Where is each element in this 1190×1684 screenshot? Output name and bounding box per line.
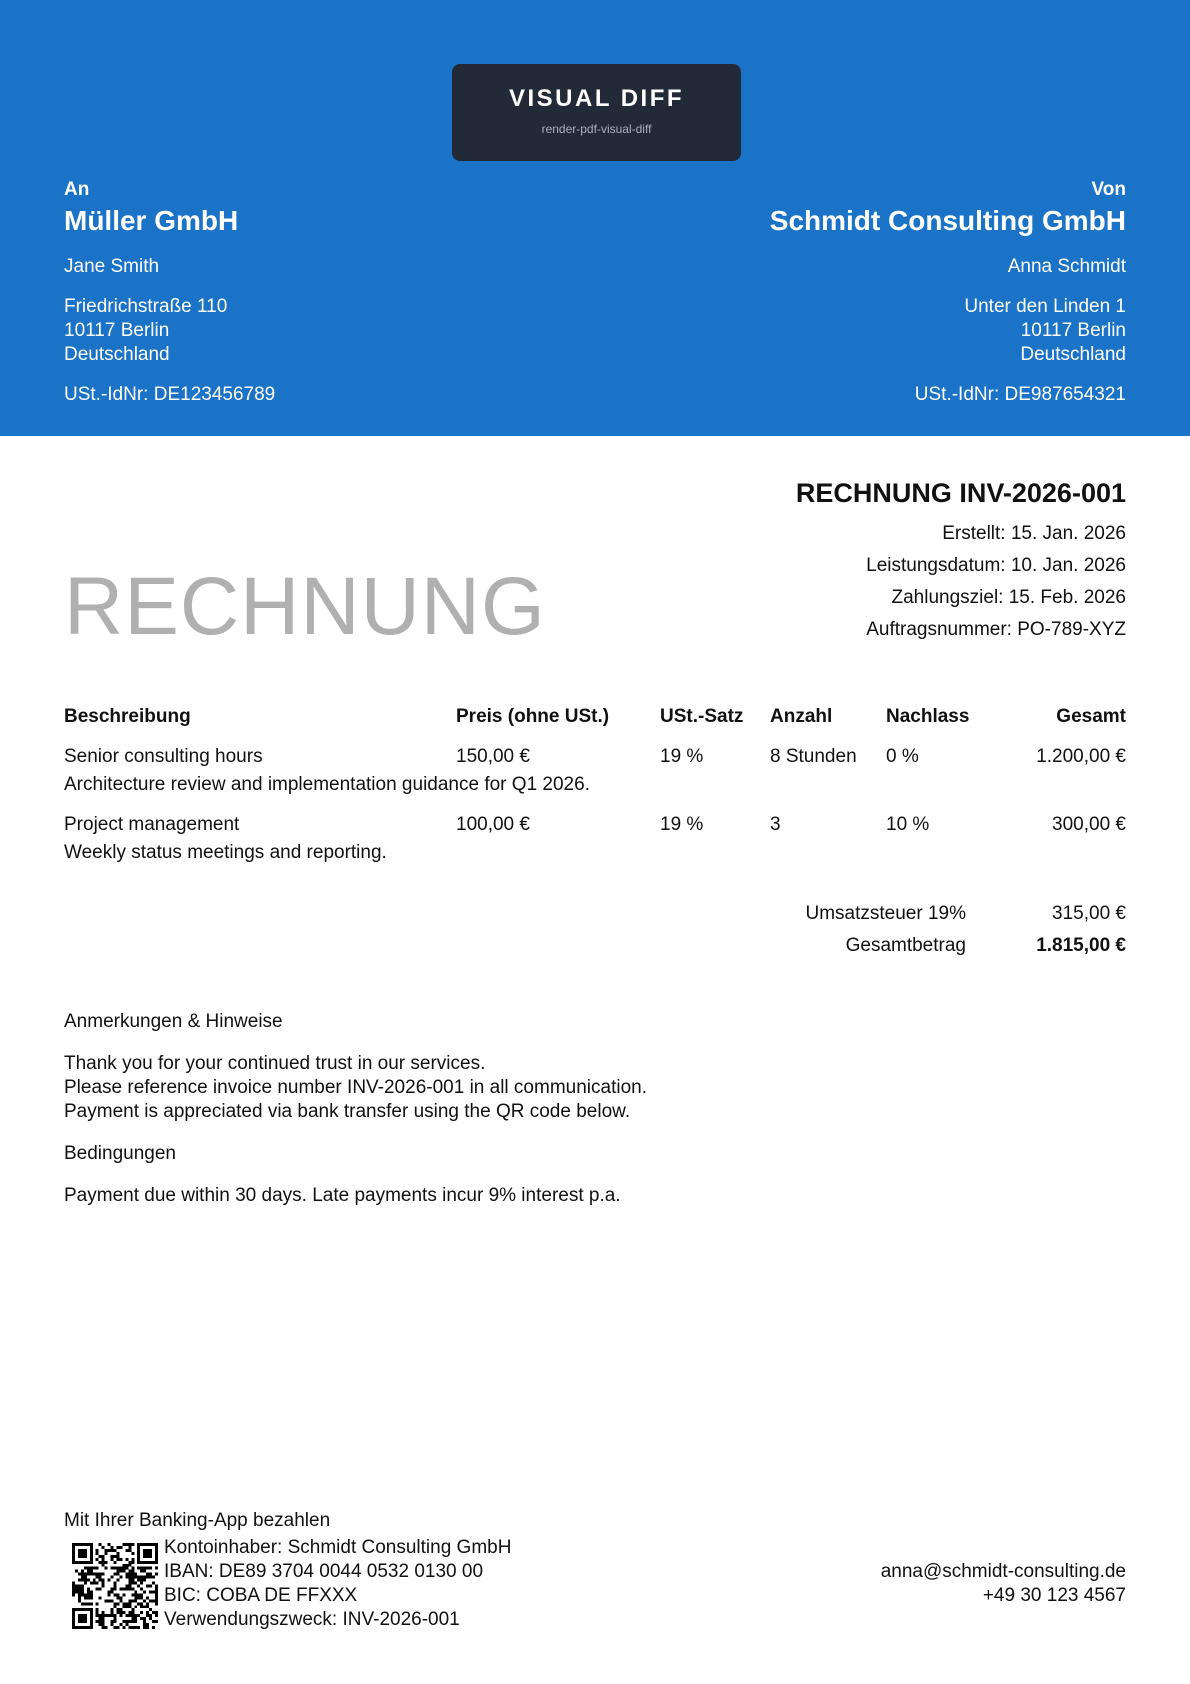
contact-email[interactable]: anna@schmidt-consulting.de (880, 1561, 1126, 1582)
invoice-created: Erstellt: 15. Jan. 2026 (942, 523, 1126, 544)
logo-title: VISUAL DIFF (508, 85, 685, 112)
recipient-vat: USt.-IdNr: DE123456789 (64, 384, 276, 405)
row-total: 1.200,00 € (1036, 746, 1126, 767)
row-discount: 10 % (886, 814, 930, 835)
row-vat-rate: 19 % (660, 814, 704, 835)
header-price: Preis (ohne USt.) (456, 706, 610, 727)
sender-block (566, 178, 1126, 407)
invoice-due-date: Zahlungsziel: 15. Feb. 2026 (891, 587, 1126, 608)
sender-city: 10117 Berlin (1020, 320, 1126, 341)
invoice-title: RECHNUNG INV-2026-001 (795, 478, 1126, 508)
account-holder: Kontoinhaber: Schmidt Consulting GmbH (164, 1537, 512, 1558)
sender-company: Schmidt Consulting GmbH (769, 205, 1126, 236)
visual-diff-logo (452, 64, 741, 161)
tax-label: Umsatzsteuer 19% (805, 903, 966, 924)
bic: BIC: COBA DE FFXXX (164, 1585, 358, 1606)
invoice-big-heading: RECHNUNG (64, 561, 546, 652)
recipient-company: Müller GmbH (64, 205, 239, 236)
payment-reference: Verwendungszweck: INV-2026-001 (164, 1609, 460, 1630)
header-discount: Nachlass (886, 706, 970, 727)
recipient-block (64, 178, 624, 407)
row-discount: 0 % (886, 746, 919, 767)
recipient-role: An (64, 179, 90, 200)
row-description: Project management (64, 814, 240, 835)
sender-role: Von (1091, 179, 1126, 200)
sender-contact: Anna Schmidt (1007, 256, 1126, 277)
bank-details (164, 1536, 511, 1632)
sender-vat: USt.-IdNr: DE987654321 (914, 384, 1126, 405)
line-items-table (64, 706, 1126, 882)
table-row (64, 746, 1126, 814)
contact-phone: +49 30 123 4567 (982, 1585, 1126, 1606)
header-description: Beschreibung (64, 706, 191, 727)
sender-country: Deutschland (1020, 344, 1126, 365)
recipient-country: Deutschland (64, 344, 170, 365)
header-vat-rate: USt.-Satz (660, 706, 744, 727)
grand-total-label: Gesamtbetrag (845, 935, 966, 956)
terms-text: Payment due within 30 days. Late payments incur 9% interest p.a. (64, 1185, 621, 1206)
recipient-city: 10117 Berlin (64, 320, 170, 341)
tax-row (700, 898, 1126, 930)
notes-body (64, 1052, 1064, 1124)
invoice-service-date: Leistungsdatum: 10. Jan. 2026 (866, 555, 1126, 576)
row-description: Senior consulting hours (64, 746, 263, 767)
iban: IBAN: DE89 3704 0044 0532 0130 00 (164, 1561, 484, 1582)
invoice-order-number: Auftragsnummer: PO-789-XYZ (866, 619, 1126, 640)
notes-heading: Anmerkungen & Hinweise (64, 1011, 283, 1032)
terms-heading: Bedingungen (64, 1143, 176, 1164)
notes-line: Payment is appreciated via bank transfer using the QR code below. (64, 1101, 631, 1122)
payment-qr-code[interactable] (72, 1543, 158, 1629)
invoice-meta (750, 518, 1126, 646)
sender-address (566, 295, 1126, 367)
notes-section (64, 1010, 1064, 1208)
recipient-street: Friedrichstraße 110 (64, 296, 228, 317)
row-note: Weekly status meetings and reporting. (64, 842, 387, 863)
row-vat-rate: 19 % (660, 746, 704, 767)
contact-details (881, 1560, 1126, 1608)
sender-street: Unter den Linden 1 (964, 296, 1126, 317)
grand-total-row (700, 930, 1126, 962)
header-quantity: Anzahl (770, 706, 833, 727)
row-price: 100,00 € (456, 814, 530, 835)
tax-value: 315,00 € (1052, 903, 1126, 924)
recipient-contact: Jane Smith (64, 256, 160, 277)
header-banner (0, 0, 1190, 436)
payment-heading: Mit Ihrer Banking-App bezahlen (64, 1510, 331, 1531)
recipient-address (64, 295, 624, 367)
logo-subtitle: render-pdf-visual-diff (541, 122, 652, 136)
table-row (64, 814, 1126, 882)
totals-block (700, 898, 1126, 962)
row-note: Architecture review and implementation guidance for Q1 2026. (64, 774, 590, 795)
grand-total-value: 1.815,00 € (1036, 935, 1126, 956)
header-total: Gesamt (1056, 706, 1126, 727)
row-total: 300,00 € (1052, 814, 1126, 835)
row-quantity: 8 Stunden (770, 746, 857, 767)
table-header (64, 706, 1126, 734)
notes-line: Thank you for your continued trust in our services. (64, 1053, 486, 1074)
row-price: 150,00 € (456, 746, 530, 767)
row-quantity: 3 (770, 814, 781, 835)
notes-line: Please reference invoice number INV-2026-001 in all communication. (64, 1077, 647, 1098)
